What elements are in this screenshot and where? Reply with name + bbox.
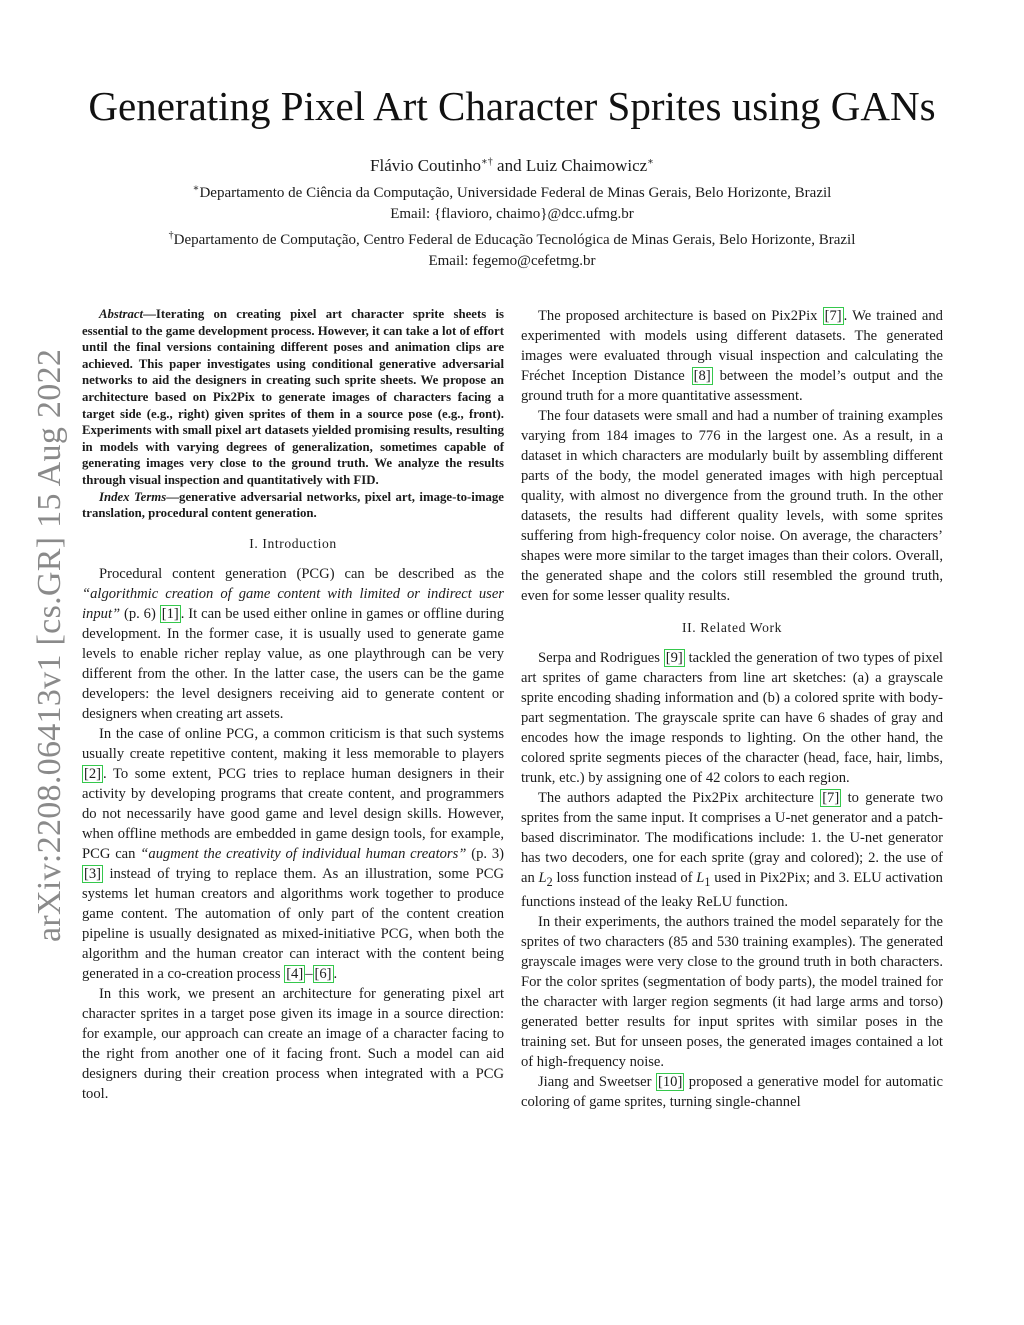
text-run: . (333, 965, 338, 982)
paragraph (521, 648, 943, 788)
index-terms-dash: — (166, 489, 180, 504)
affiliation-email (60, 204, 964, 225)
quotation: “algorithmic creation of game content with limited or indirect user input” (82, 585, 504, 622)
citation-link[interactable]: [4] (286, 965, 304, 982)
paper-title: Generating Pixel Art Character Sprites using GANs (88, 83, 936, 129)
affiliation-text: Departamento de Computação, Centro Federal de Educação Tecnológica de Minas Gerais, Belo Horizonte, Brazil (173, 232, 856, 248)
author-line (60, 156, 964, 176)
abstract-text: Iterating on creating pixel art character sprite sheets is essential to the game development process. However, it can take a lot of effort until the final versions containing different poses and animation clips are achieved. This paper investigates using conditional generative adversarial networks to aid the designers in creating such sprite sheets. We propose an architecture based on Pix2Pix to generate images of characters facing a target side (e.g., right) given sprites of them in a source pose (e.g., front). Experiments with small pixel art datasets yielded promising results, resulting in models with varying degrees of generalization, sometimes capable of generating images very close to the ground truth. We analyze the results through visual inspection and quantitatively with FID. (82, 307, 504, 487)
author-mark: ∗ (647, 156, 654, 168)
text-run: instead of trying to replace them. As an illustration, some PCG systems let human creators and algorithms work together to produce game content. The automation of only part of the content creation pipeline is usually designated as mixed-initiative PCG, when both the algorithm and the human creator can interact with the content being generated in a co-creation process (82, 865, 504, 982)
affiliation-line (60, 178, 964, 204)
abstract-label: Abstract (99, 307, 144, 321)
index-terms-text: generative adversarial networks, pixel art, image-to-image translation, procedural content generation. (82, 489, 504, 521)
text-run: to generate two sprites from the same input. It comprises a U-net generator and a patch-based discriminator. The modifications include: 1. the U-net generator has two decoders, one for each sprite (gray and colored); 2. the use of an (521, 790, 943, 886)
paragraph: In their experiments, the authors trained the model separately for the sprites of two characters (85 and 530 training examples). The generated grayscale images were very close to the ground truth in both characters. For the color sprites (segmentation of body parts), the model trained for the character with larger region segments (it had large arms and torso) generated better results for input sprites with similar poses in the training set. But for unseen poses, the generated images contained a lot of high-frequency noise. (521, 913, 943, 1070)
text-run: Procedural content generation (PCG) can be described as the (99, 565, 504, 582)
affiliations (60, 178, 964, 272)
text-run: (p. 6) (120, 605, 160, 622)
citation-link[interactable]: [2] (84, 765, 102, 782)
paragraph (82, 564, 504, 724)
text-run: Serpa and Rodrigues (538, 650, 664, 666)
paragraph: The four datasets were small and had a number of training examples varying from 184 images to 776 in the largest one. As a result, in a dataset in which characters are modularly built by assembling different parts of the body, the model generated images with high perceptual quality, with almost no divergence from the ground truth. In the other datasets, the results had different quality levels, with some sprites suffering from high-frequency color noise. On average, the characters’ shapes were more similar to the target images than their colors. Overall, the generated shape and the colors still resembled the ground truth, even for some lesser quality results. (521, 408, 943, 604)
text-run: proposed a generative model for automatic coloring of game sprites, turning single-channel (521, 1073, 943, 1110)
affiliation-text: Email: fegemo@cefetmg.br (428, 253, 596, 269)
math-subscript: 1 (704, 874, 711, 889)
paragraph: In this work, we present an architecture for generating pixel art character sprites in a target pose given its image in a source direction: for example, our approach can create an image of a character facing to the right from another one of it facing front. Such a model can aid designers during their creation process when integrated with a PCG tool. (82, 985, 504, 1102)
math-symbol: L (538, 870, 547, 886)
math-subscript: 2 (546, 874, 553, 889)
affiliation-text: Email: {flavioro, chaimo}@dcc.ufmg.br (390, 206, 634, 222)
text-run: Jiang and Sweetser (538, 1073, 656, 1090)
citation-link[interactable]: [3] (84, 865, 102, 882)
affiliation-mark: ∗ (192, 183, 200, 194)
arxiv-identifier: arXiv:2208.06413v1 [cs.GR] 15 Aug 2022 (31, 348, 68, 942)
text-run: . We trained and experimented with models using different datasets. The generated images were evaluated through visual inspection and calculating the Fréchet Inception Distance (521, 308, 943, 384)
affiliation-line (60, 225, 964, 251)
text-run: – (305, 965, 313, 982)
citation-link[interactable]: [6] (314, 965, 332, 982)
text-run: . To some extent, PCG tries to replace human designers in their activity by developing programs that create content, and programmers do not necessarily have good game and level design skills. However, when offline methods are embedded in game design tools, for example, PCG can (82, 765, 504, 862)
affiliation-mark: † (168, 230, 174, 241)
index-terms (82, 489, 504, 522)
left-column (82, 306, 504, 1104)
abstract-dash: — (143, 307, 156, 321)
paragraph (521, 1072, 943, 1112)
citation-link[interactable]: [10] (658, 1073, 683, 1090)
text-run: between the model’s output and the ground truth for a more quantitative assessment. (521, 368, 943, 404)
author-conjunction: and (492, 156, 526, 175)
affiliation-email (60, 251, 964, 272)
citation-link[interactable]: [7] (824, 308, 842, 324)
citation-link[interactable]: [8] (693, 368, 711, 384)
quotation: “augment the creativity of individual human creators” (140, 845, 467, 862)
text-run: loss function instead of (552, 870, 697, 886)
text-run: In the case of online PCG, a common criticism is that such systems usually create repetitive content, making it less memorable to players (82, 725, 504, 762)
text-run: The proposed architecture is based on Pix2Pix (538, 308, 823, 324)
abstract (82, 306, 504, 489)
section-heading-introduction: I. Introduction (249, 535, 337, 551)
author-name: Luiz Chaimowicz (525, 156, 648, 175)
citation-link[interactable]: [1] (161, 605, 179, 622)
paragraph (521, 788, 943, 912)
paragraph (521, 306, 943, 406)
index-terms-label: Index Terms (99, 489, 167, 504)
text-run: tackled the generation of two types of pixel art sprites of game characters from line art sketches: (a) a grayscale sprite encoding shading information and (b) a colored sprite with body-part segmentation. The grayscale sprite can have 6 shades of gray and encodes how the image responds to lighting. On the other hand, the colored sprite segments pieces of the character (head, face, hair, limbs, trunk, etc.) by assigning one of 42 colors to each region. (521, 650, 943, 786)
text-run: used in Pix2Pix; and 3. ELU activation functions instead of the leaky ReLU function. (521, 870, 943, 910)
text-run: (p. 3) (466, 845, 504, 862)
author-mark: ∗† (481, 156, 493, 168)
section-heading-related-work: II. Related Work (682, 620, 782, 635)
right-column (521, 306, 943, 1112)
paragraph (82, 724, 504, 984)
text-run: . It can be used either online in games or offline during development. In the former case, it is usually used to generate game levels to enable richer replay value, as one playthrough can be very different from the other. In the latter case, the users can be the game developers: the level designers receiving aid to generate content or designers when creating art assets. (82, 605, 504, 722)
affiliation-text: Departamento de Ciência da Computação, Universidade Federal de Minas Gerais, Belo Horizonte, Brazil (199, 185, 832, 201)
text-run: The authors adapted the Pix2Pix architecture (538, 790, 821, 806)
author-name: Flávio Coutinho (370, 156, 481, 175)
math-symbol: L (696, 870, 705, 886)
citation-link[interactable]: [9] (665, 650, 683, 666)
citation-link[interactable]: [7] (822, 790, 840, 806)
